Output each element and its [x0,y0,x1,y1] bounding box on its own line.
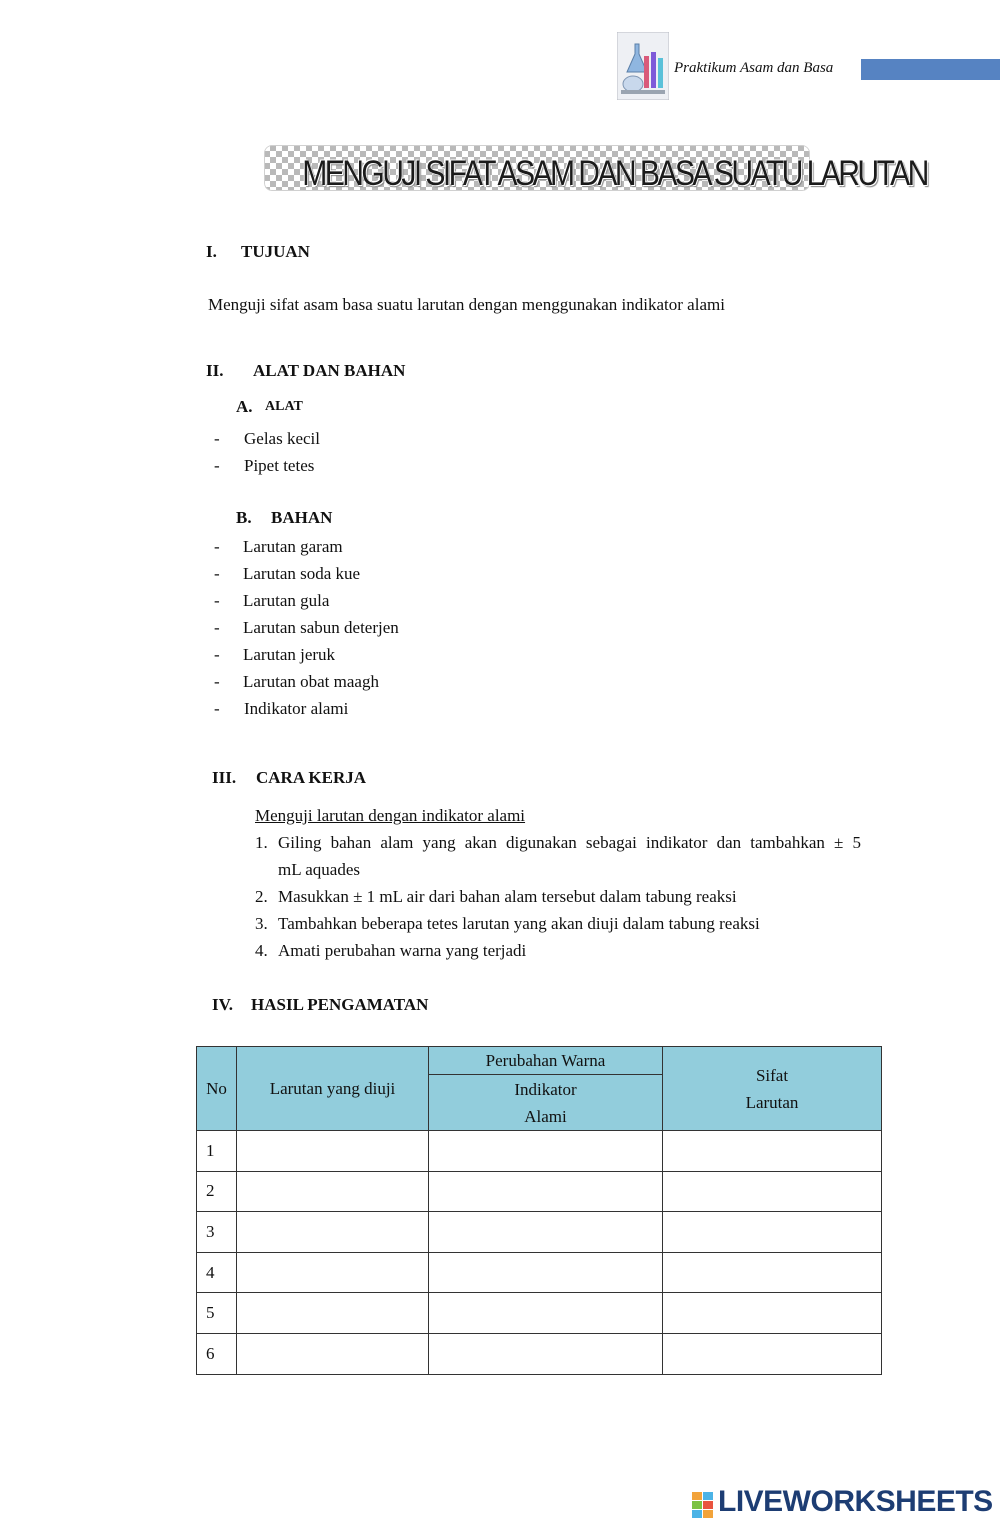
table-row [197,1171,882,1212]
cara-kerja-subheading: Menguji larutan dengan indikator alami [255,806,526,825]
observation-table [196,1046,882,1375]
table-row [197,1131,882,1172]
col-header-sifat-line2: Larutan [745,1092,799,1112]
list-item: Indikator alami [244,699,349,718]
row-number: 6 [197,1333,237,1374]
list-bullet: - [214,591,220,610]
cell-sifat[interactable] [663,1212,882,1253]
step-number: 4. [255,941,268,960]
section-tujuan-heading: TUJUAN [241,242,310,261]
list-bullet: - [214,564,220,583]
table-row [197,1252,882,1293]
alat-heading: ALAT [265,399,303,414]
bahan-heading: BAHAN [271,508,333,527]
section-hasil-num: IV. [212,995,233,1014]
cell-larutan[interactable] [237,1131,429,1172]
row-number: 3 [197,1212,237,1253]
col-header-sifat-line1: Sifat [755,1065,789,1085]
table-row [197,1293,882,1334]
list-bullet: - [214,618,220,637]
cell-sifat[interactable] [663,1293,882,1334]
row-number: 2 [197,1171,237,1212]
section-hasil-heading: HASIL PENGAMATAN [251,995,429,1014]
cell-indikator[interactable] [429,1293,663,1334]
header-accent-bar [861,59,1000,80]
cell-indikator[interactable] [429,1252,663,1293]
cell-indikator[interactable] [429,1131,663,1172]
list-item: Larutan garam [243,537,343,556]
cell-indikator[interactable] [429,1212,663,1253]
col-header-no: No [197,1047,237,1131]
list-item: Larutan obat maagh [243,672,379,691]
tujuan-text: Menguji sifat asam basa suatu larutan dengan menggunakan indikator alami [208,295,725,314]
cell-indikator[interactable] [429,1171,663,1212]
col-header-larutan: Larutan yang diuji [237,1047,429,1131]
row-number: 1 [197,1131,237,1172]
cell-larutan[interactable] [237,1171,429,1212]
section-cara-kerja-heading: CARA KERJA [256,768,367,787]
list-bullet: - [214,456,220,475]
cell-larutan[interactable] [237,1252,429,1293]
list-bullet: - [214,645,220,664]
step-text: Tambahkan beberapa tetes larutan yang akan diuji dalam tabung reaksi [278,914,760,933]
step-text-continued: mL aquades [278,860,360,879]
col-header-perubahan-warna: Perubahan Warna [429,1047,663,1075]
section-alat-bahan-num: II. [206,361,224,380]
step-number: 1. [255,833,268,852]
step-text: Masukkan ± 1 mL air dari bahan alam tersebut dalam tabung reaksi [278,887,737,906]
step-number: 3. [255,914,268,933]
cell-sifat[interactable] [663,1252,882,1293]
cell-sifat[interactable] [663,1333,882,1374]
list-item: Larutan gula [243,591,330,610]
list-bullet: - [214,429,220,448]
step-text: Amati perubahan warna yang terjadi [278,941,527,960]
cell-larutan[interactable] [237,1293,429,1334]
header-title: Praktikum Asam dan Basa [674,60,834,76]
liveworksheets-brand: LIVEWORKSHEETS [718,1485,993,1518]
list-bullet: - [214,537,220,556]
list-item: Larutan sabun deterjen [243,618,399,637]
table-row [197,1333,882,1374]
cell-larutan[interactable] [237,1212,429,1253]
col-header-sifat-larutan [663,1047,882,1131]
bahan-num: B. [236,508,252,527]
cell-indikator[interactable] [429,1333,663,1374]
lab-equipment-icon [617,32,669,100]
col-header-indikator-alami [429,1075,663,1131]
list-item: Gelas kecil [244,429,320,448]
list-item: Pipet tetes [244,456,315,475]
list-bullet: - [214,672,220,691]
page-title: MENGUJI SIFAT ASAM DAN BASA SUATU LARUTAN [302,154,927,193]
step-text: Giling bahan alam yang akan digunakan sebagai indikator dan tambahkan ± 5 [278,833,861,852]
cell-larutan[interactable] [237,1333,429,1374]
cell-sifat[interactable] [663,1131,882,1172]
section-tujuan-num: I. [206,242,217,261]
row-number: 4 [197,1252,237,1293]
alat-num: A. [236,397,253,416]
section-cara-kerja-num: III. [212,768,237,787]
table-row [197,1212,882,1253]
list-bullet: - [214,699,220,718]
list-item: Larutan soda kue [243,564,361,583]
row-number: 5 [197,1293,237,1334]
liveworksheets-logo-icon [692,1492,714,1518]
section-alat-bahan-heading: ALAT DAN BAHAN [253,361,406,380]
cell-sifat[interactable] [663,1171,882,1212]
step-number: 2. [255,887,268,906]
col-header-indikator-line1: Indikator [514,1079,577,1099]
col-header-indikator-line2: Alami [524,1106,567,1126]
list-item: Larutan jeruk [243,645,336,664]
